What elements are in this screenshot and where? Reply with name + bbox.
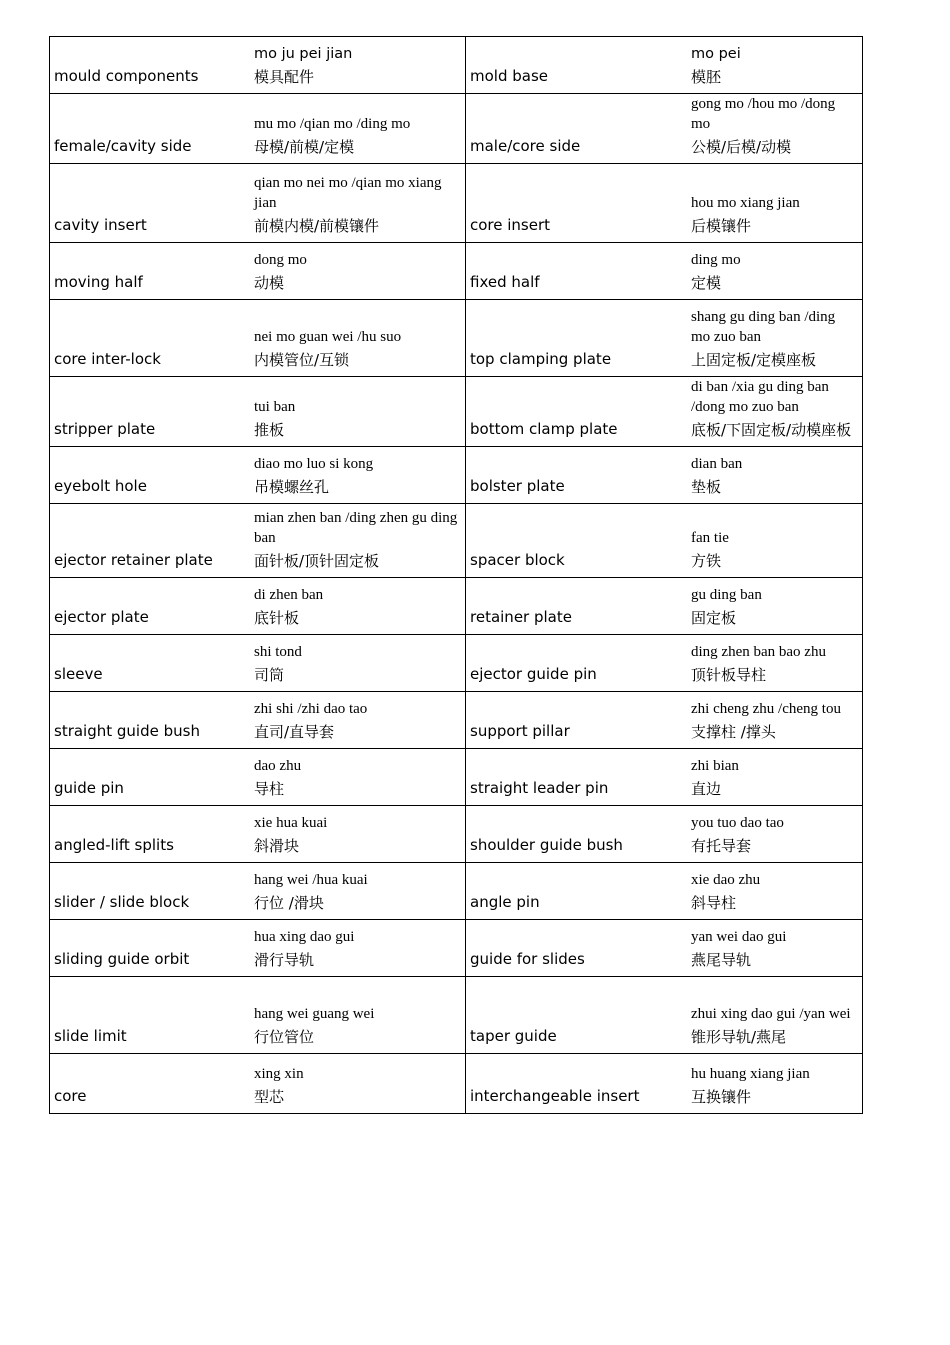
chinese-characters: 后模镶件 xyxy=(691,217,752,235)
english-term: straight guide bush xyxy=(50,692,252,749)
chinese-characters: 行位 /滑块 xyxy=(254,894,324,912)
pinyin-reading: gu ding ban xyxy=(691,587,762,603)
pinyin-reading: mian zhen ban /ding zhen gu ding ban xyxy=(254,510,458,546)
chinese-term-cell xyxy=(251,578,466,635)
table-row xyxy=(50,977,863,1054)
pinyin-reading: shi tond xyxy=(254,644,302,660)
pinyin-reading: di zhen ban xyxy=(254,587,324,603)
chinese-characters: 斜导柱 xyxy=(691,894,737,912)
pinyin-reading: xie hua kuai xyxy=(254,815,328,831)
table-row xyxy=(50,1054,863,1114)
english-term: eyebolt hole xyxy=(50,447,252,504)
pinyin-reading: xing xin xyxy=(254,1066,304,1082)
english-term: male/core side xyxy=(466,94,689,164)
chinese-characters: 支撑柱 /撑头 xyxy=(691,723,776,741)
chinese-characters: 导柱 xyxy=(254,780,285,798)
table-row xyxy=(50,447,863,504)
pinyin-reading: fan tie xyxy=(691,530,729,546)
english-term: top clamping plate xyxy=(466,300,689,377)
chinese-term-cell xyxy=(251,377,466,447)
chinese-term-cell xyxy=(251,977,466,1054)
chinese-term-cell xyxy=(688,692,863,749)
chinese-characters: 前模内模/前模镶件 xyxy=(254,217,380,235)
english-term: guide pin xyxy=(50,749,252,806)
table-row xyxy=(50,164,863,243)
english-term: core inter-lock xyxy=(50,300,252,377)
chinese-characters: 底板/下固定板/动模座板 xyxy=(691,421,852,439)
pinyin-reading: shang gu ding ban /ding mo zuo ban xyxy=(691,309,836,345)
chinese-term-cell xyxy=(688,94,863,164)
chinese-term-cell xyxy=(688,578,863,635)
table-row xyxy=(50,806,863,863)
english-term: angle pin xyxy=(466,863,689,920)
english-term: core xyxy=(50,1054,252,1114)
chinese-characters: 动模 xyxy=(254,274,285,292)
pinyin-reading: ding zhen ban bao zhu xyxy=(691,644,826,660)
chinese-term-cell xyxy=(688,504,863,578)
chinese-term-cell xyxy=(688,377,863,447)
chinese-term-cell xyxy=(688,1054,863,1114)
chinese-characters: 滑行导轨 xyxy=(254,951,315,969)
table-row xyxy=(50,377,863,447)
chinese-term-cell xyxy=(688,243,863,300)
chinese-term-cell xyxy=(251,806,466,863)
chinese-term-cell xyxy=(251,504,466,578)
chinese-term-cell xyxy=(688,300,863,377)
pinyin-reading: di ban /xia gu ding ban /dong mo zuo ban xyxy=(691,379,829,415)
english-term: female/cavity side xyxy=(50,94,252,164)
table-row xyxy=(50,635,863,692)
mold-terms-table-body xyxy=(50,37,863,1114)
pinyin-reading: hu huang xiang jian xyxy=(691,1066,810,1082)
table-row xyxy=(50,94,863,164)
chinese-term-cell xyxy=(688,977,863,1054)
chinese-term-cell xyxy=(688,749,863,806)
pinyin-reading: zhi cheng zhu /cheng tou xyxy=(691,701,841,717)
pinyin-reading: hou mo xiang jian xyxy=(691,195,800,211)
chinese-characters: 方铁 xyxy=(691,552,722,570)
chinese-term-cell xyxy=(251,635,466,692)
chinese-characters: 顶针板导柱 xyxy=(691,666,767,684)
chinese-characters: 直边 xyxy=(691,780,722,798)
chinese-characters: 面针板/顶针固定板 xyxy=(254,552,380,570)
english-term: shoulder guide bush xyxy=(466,806,689,863)
chinese-characters: 模胚 xyxy=(691,68,722,86)
pinyin-reading: mu mo /qian mo /ding mo xyxy=(254,116,411,132)
chinese-characters: 有托导套 xyxy=(691,837,752,855)
chinese-characters: 公模/后模/动模 xyxy=(691,138,792,156)
english-term: ejector retainer plate xyxy=(50,504,252,578)
chinese-term-cell xyxy=(688,863,863,920)
chinese-term-cell xyxy=(688,635,863,692)
english-term: support pillar xyxy=(466,692,689,749)
pinyin-reading: dian ban xyxy=(691,456,743,472)
chinese-term-cell xyxy=(251,692,466,749)
chinese-term-cell xyxy=(251,447,466,504)
english-term: retainer plate xyxy=(466,578,689,635)
table-row xyxy=(50,300,863,377)
chinese-term-cell xyxy=(251,164,466,243)
chinese-characters: 型芯 xyxy=(254,1088,285,1106)
chinese-characters: 固定板 xyxy=(691,609,737,627)
pinyin-reading: mo pei xyxy=(691,46,741,62)
pinyin-reading: hang wei guang wei xyxy=(254,1006,375,1022)
chinese-term-cell xyxy=(251,243,466,300)
chinese-characters: 定模 xyxy=(691,274,722,292)
english-term: interchangeable insert xyxy=(466,1054,689,1114)
pinyin-reading: diao mo luo si kong xyxy=(254,456,374,472)
table-row xyxy=(50,578,863,635)
pinyin-reading: you tuo dao tao xyxy=(691,815,784,831)
english-term: ejector guide pin xyxy=(466,635,689,692)
chinese-characters: 燕尾导轨 xyxy=(691,951,752,969)
chinese-term-cell xyxy=(688,920,863,977)
pinyin-reading: nei mo guan wei /hu suo xyxy=(254,329,402,345)
chinese-characters: 互换镶件 xyxy=(691,1088,752,1106)
chinese-characters: 司筒 xyxy=(254,666,285,684)
chinese-characters: 锥形导轨/燕尾 xyxy=(691,1028,787,1046)
english-term: cavity insert xyxy=(50,164,252,243)
english-term: mould components xyxy=(50,37,252,94)
pinyin-reading: zhi bian xyxy=(691,758,739,774)
table-row xyxy=(50,749,863,806)
pinyin-reading: qian mo nei mo /qian mo xiang jian xyxy=(254,175,442,211)
pinyin-reading: xie dao zhu xyxy=(691,872,761,888)
chinese-characters: 内模管位/互锁 xyxy=(254,351,350,369)
english-term: straight leader pin xyxy=(466,749,689,806)
english-term: sliding guide orbit xyxy=(50,920,252,977)
chinese-characters: 斜滑块 xyxy=(254,837,300,855)
pinyin-reading: zhi shi /zhi dao tao xyxy=(254,701,368,717)
chinese-characters: 推板 xyxy=(254,421,285,439)
pinyin-reading: hua xing dao gui xyxy=(254,929,355,945)
chinese-term-cell xyxy=(688,806,863,863)
pinyin-reading: gong mo /hou mo /dong mo xyxy=(691,96,836,132)
pinyin-reading: yan wei dao gui xyxy=(691,929,787,945)
chinese-term-cell xyxy=(251,94,466,164)
pinyin-reading: zhui xing dao gui /yan wei xyxy=(691,1006,851,1022)
chinese-characters: 吊模螺丝孔 xyxy=(254,478,330,496)
table-row xyxy=(50,863,863,920)
chinese-term-cell xyxy=(251,300,466,377)
chinese-term-cell xyxy=(251,749,466,806)
english-term: bottom clamp plate xyxy=(466,377,689,447)
chinese-characters: 母模/前模/定模 xyxy=(254,138,355,156)
pinyin-reading: mo ju pei jian xyxy=(254,46,353,62)
english-term: slider / slide block xyxy=(50,863,252,920)
english-term: moving half xyxy=(50,243,252,300)
chinese-characters: 模具配件 xyxy=(254,68,315,86)
table-row xyxy=(50,504,863,578)
chinese-term-cell xyxy=(688,37,863,94)
english-term: mold base xyxy=(466,37,689,94)
chinese-characters: 上固定板/定模座板 xyxy=(691,351,817,369)
chinese-term-cell xyxy=(251,1054,466,1114)
english-term: angled-lift splits xyxy=(50,806,252,863)
pinyin-reading: dao zhu xyxy=(254,758,302,774)
english-term: sleeve xyxy=(50,635,252,692)
pinyin-reading: ding mo xyxy=(691,252,741,268)
chinese-characters: 直司/直导套 xyxy=(254,723,335,741)
english-term: fixed half xyxy=(466,243,689,300)
table-row xyxy=(50,692,863,749)
table-row xyxy=(50,920,863,977)
english-term: spacer block xyxy=(466,504,689,578)
chinese-characters: 行位管位 xyxy=(254,1028,315,1046)
pinyin-reading: hang wei /hua kuai xyxy=(254,872,368,888)
table-row xyxy=(50,243,863,300)
mold-terms-table xyxy=(49,36,863,1114)
chinese-term-cell xyxy=(688,447,863,504)
chinese-characters: 垫板 xyxy=(691,478,722,496)
english-term: core insert xyxy=(466,164,689,243)
english-term: guide for slides xyxy=(466,920,689,977)
table-row xyxy=(50,37,863,94)
chinese-term-cell xyxy=(251,37,466,94)
pinyin-reading: tui ban xyxy=(254,399,296,415)
chinese-term-cell xyxy=(251,863,466,920)
english-term: slide limit xyxy=(50,977,252,1054)
english-term: ejector plate xyxy=(50,578,252,635)
english-term: bolster plate xyxy=(466,447,689,504)
pinyin-reading: dong mo xyxy=(254,252,307,268)
english-term: taper guide xyxy=(466,977,689,1054)
english-term: stripper plate xyxy=(50,377,252,447)
chinese-term-cell xyxy=(688,164,863,243)
chinese-characters: 底针板 xyxy=(254,609,300,627)
chinese-term-cell xyxy=(251,920,466,977)
